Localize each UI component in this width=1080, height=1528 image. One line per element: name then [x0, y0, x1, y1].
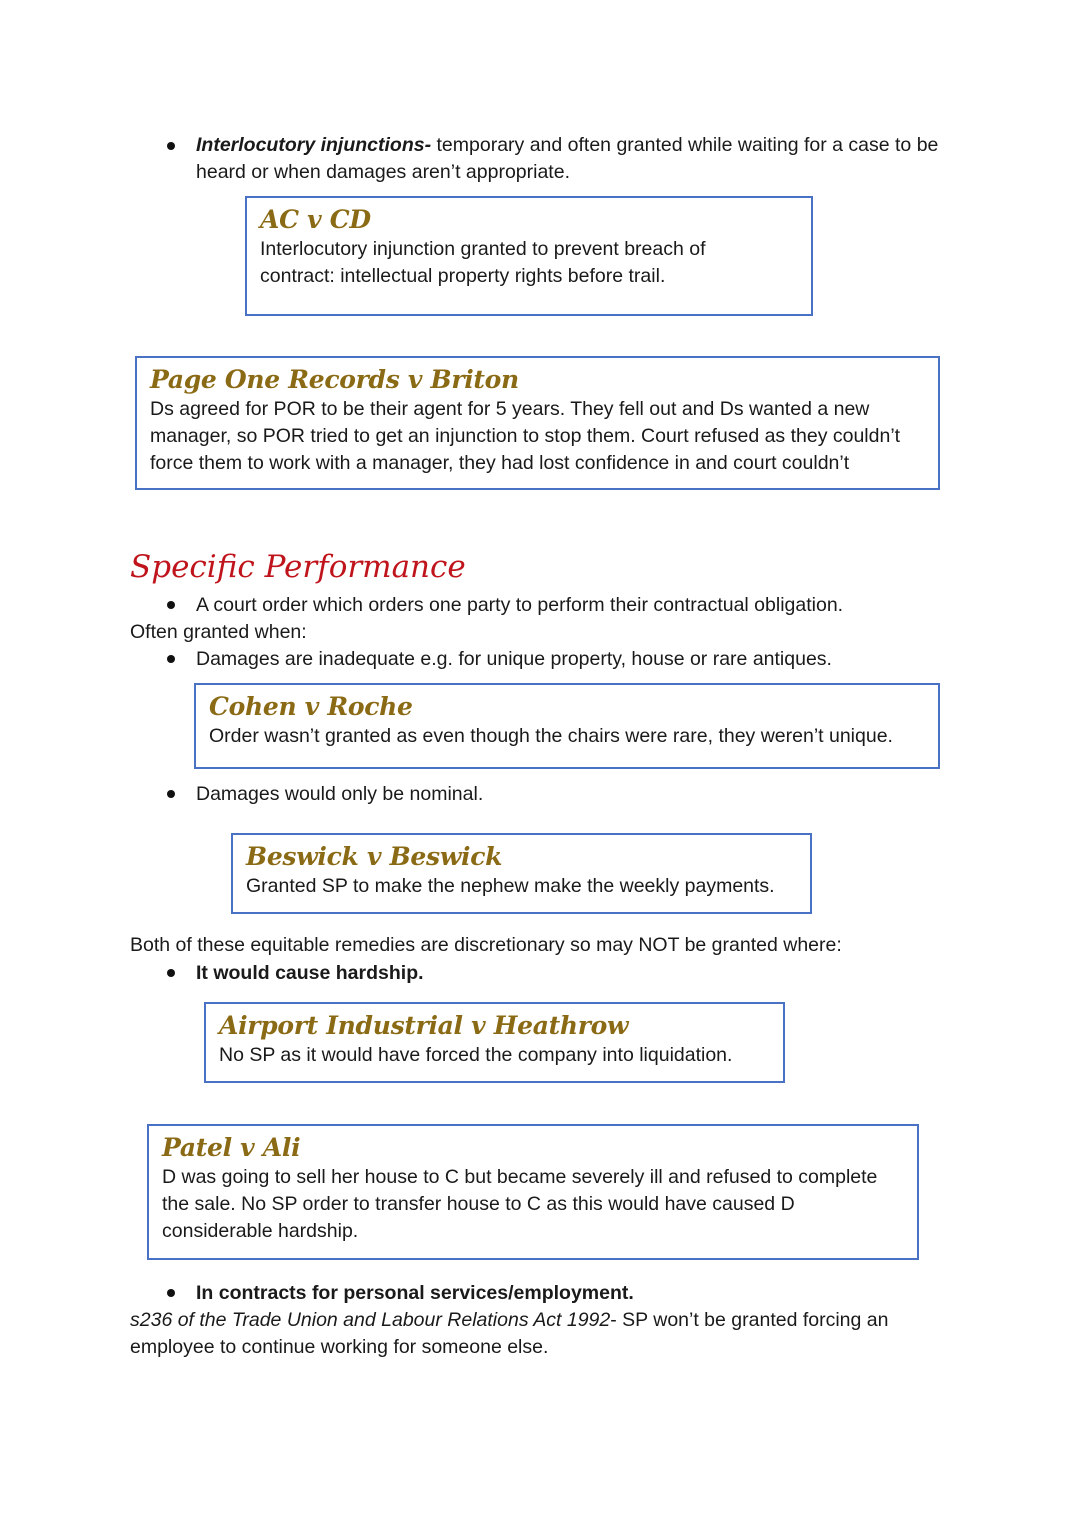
statute-paragraph — [130, 1307, 920, 1361]
point-inadequate: Damages are inadequate e.g. for unique property, house or rare antiques. — [196, 648, 832, 670]
sp-definition: A court order which orders one party to perform their contractual obligation. — [196, 594, 844, 616]
bullet-icon — [167, 790, 175, 798]
case-box-beswick — [231, 833, 812, 914]
case-body: No SP as it would have forced the company into liquidation. — [219, 1044, 733, 1066]
case-body: Ds agreed for POR to be their agent for 5 years. They fell out and Ds wanted a new manager, so POR tried to get an injunction to stop them. Court refused as they couldn’t force them to work with a manager, they had lost confidence in and court couldn’t — [150, 398, 901, 474]
point-personal — [196, 1280, 634, 1307]
bullet-icon — [167, 1289, 175, 1297]
point-personal-text: In contracts for personal services/employment. — [196, 1282, 634, 1304]
bullet-icon — [167, 969, 175, 977]
statute-name: s236 of the Trade Union and Labour Relations Act 1992 — [130, 1309, 611, 1331]
case-body: Order wasn’t granted as even though the chairs were rare, they weren’t unique. — [209, 725, 893, 747]
case-title: Beswick v Beswick — [246, 842, 503, 871]
statute-text: - SP won’t be granted forcing an employee to continue working for someone else. — [130, 1309, 889, 1358]
point-nominal: Damages would only be nominal. — [196, 783, 484, 805]
point-hardship — [196, 960, 424, 987]
case-title: Airport Industrial v Heathrow — [219, 1011, 629, 1040]
case-box-ac-cd — [245, 196, 813, 316]
section-heading: Specific Performance — [130, 549, 466, 585]
case-title: Patel v Ali — [162, 1133, 301, 1162]
bullet-icon — [167, 601, 175, 609]
case-body: D was going to sell her house to C but became severely ill and refused to complete the sale. No SP order to transfer house to C as this would have caused D considerable hardship. — [162, 1166, 878, 1242]
case-title: Page One Records v Briton — [150, 365, 519, 394]
interlocutory-paragraph — [196, 132, 966, 186]
case-body: Interlocutory injunction granted to prevent breach of contract: intellectual property rights before trail. — [260, 238, 706, 287]
case-title: Cohen v Roche — [209, 692, 413, 721]
case-box-cohen — [194, 683, 940, 769]
often-granted-label: Often granted when: — [130, 621, 307, 643]
interlocutory-text: temporary and often granted while waiting for a case to be heard or when damages aren’t appropriate. — [196, 134, 939, 183]
case-box-patel — [147, 1124, 919, 1260]
point-hardship-text: It would cause hardship. — [196, 962, 424, 984]
bullet-icon — [167, 142, 175, 150]
discretionary-intro: Both of these equitable remedies are discretionary so may NOT be granted where: — [130, 934, 842, 956]
case-box-airport — [204, 1002, 785, 1083]
bullet-icon — [167, 655, 175, 663]
interlocutory-term: Interlocutory injunctions- — [196, 134, 432, 156]
case-box-page-one — [135, 356, 940, 490]
case-body: Granted SP to make the nephew make the weekly payments. — [246, 875, 775, 897]
case-title: AC v CD — [260, 205, 371, 234]
